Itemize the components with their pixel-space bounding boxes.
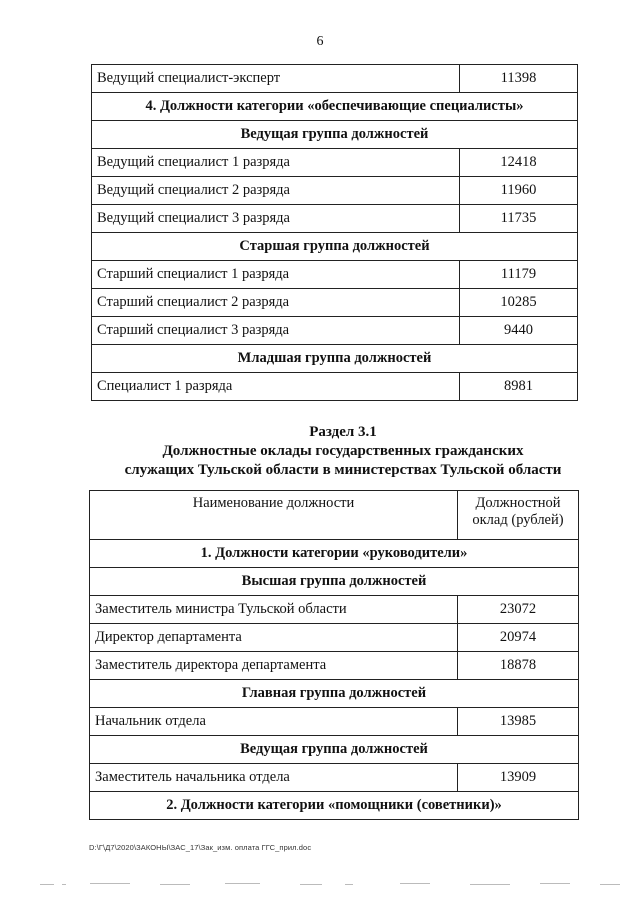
salary-value: 11960	[460, 177, 578, 205]
header-salary-line-2: оклад (рублей)	[472, 512, 564, 528]
section-row	[90, 736, 579, 764]
table-row	[92, 373, 578, 401]
salary-value: 18878	[458, 652, 579, 680]
section-title: 4. Должности категории «обеспечивающие специалисты»	[92, 93, 578, 121]
table-header-row	[90, 491, 579, 540]
section-title: Высшая группа должностей	[90, 568, 579, 596]
section-title: Ведущая группа должностей	[92, 121, 578, 149]
section-row	[90, 680, 579, 708]
position-name: Заместитель министра Тульской области	[90, 596, 458, 624]
position-name: Старший специалист 1 разряда	[92, 261, 460, 289]
table-row	[92, 205, 578, 233]
position-name: Ведущий специалист 1 разряда	[92, 149, 460, 177]
position-name: Ведущий специалист 3 разряда	[92, 205, 460, 233]
salary-value: 11179	[460, 261, 578, 289]
section-title: 2. Должности категории «помощники (советники)»	[90, 792, 579, 820]
header-salary	[458, 491, 579, 540]
salary-value: 13909	[458, 764, 579, 792]
section-row	[92, 345, 578, 373]
section-row	[92, 121, 578, 149]
position-name: Специалист 1 разряда	[92, 373, 460, 401]
salary-table-top	[91, 64, 578, 401]
section-title: Главная группа должностей	[90, 680, 579, 708]
position-name: Ведущий специалист 2 разряда	[92, 177, 460, 205]
salary-table-bottom	[89, 490, 579, 820]
salary-value: 13985	[458, 708, 579, 736]
position-name: Ведущий специалист-эксперт	[92, 65, 460, 93]
section-title: Ведущая группа должностей	[90, 736, 579, 764]
section-row	[90, 540, 579, 568]
table-row	[90, 624, 579, 652]
header-salary-line-1: Должностной	[475, 495, 561, 511]
header-position-name: Наименование должности	[90, 491, 458, 540]
section-title-line-2: служащих Тульской области в министерствах Тульской области	[124, 462, 562, 478]
table-row	[92, 177, 578, 205]
salary-value: 11398	[460, 65, 578, 93]
file-path-footer: D:\Г\Д7\2020\ЗАКОНЫ\ЗАС_17\Зак_изм. оплата ГГС_прил.doc	[89, 843, 312, 852]
table-row	[90, 708, 579, 736]
section-number: Раздел 3.1	[309, 424, 377, 440]
table-row	[92, 317, 578, 345]
section-title: 1. Должности категории «руководители»	[90, 540, 579, 568]
salary-value: 11735	[460, 205, 578, 233]
table-row	[92, 65, 578, 93]
position-name: Директор департамента	[90, 624, 458, 652]
salary-value: 9440	[460, 317, 578, 345]
section-title-line-1: Должностные оклады государственных гражданских	[162, 443, 524, 459]
position-name: Заместитель директора департамента	[90, 652, 458, 680]
scan-noise-marks	[0, 882, 640, 888]
section-title: Старшая группа должностей	[92, 233, 578, 261]
salary-value: 20974	[458, 624, 579, 652]
salary-value: 12418	[460, 149, 578, 177]
page-number: 6	[316, 34, 324, 49]
section-title: Младшая группа должностей	[92, 345, 578, 373]
section-row	[92, 93, 578, 121]
position-name: Начальник отдела	[90, 708, 458, 736]
table-row	[92, 149, 578, 177]
section-row	[90, 792, 579, 820]
position-name: Старший специалист 2 разряда	[92, 289, 460, 317]
position-name: Старший специалист 3 разряда	[92, 317, 460, 345]
salary-value: 8981	[460, 373, 578, 401]
section-row	[90, 568, 579, 596]
table-row	[90, 596, 579, 624]
table-row	[90, 652, 579, 680]
table-row	[92, 289, 578, 317]
salary-value: 10285	[460, 289, 578, 317]
salary-value: 23072	[458, 596, 579, 624]
section-heading	[0, 423, 640, 480]
section-row	[92, 233, 578, 261]
table-row	[92, 261, 578, 289]
position-name: Заместитель начальника отдела	[90, 764, 458, 792]
table-row	[90, 764, 579, 792]
